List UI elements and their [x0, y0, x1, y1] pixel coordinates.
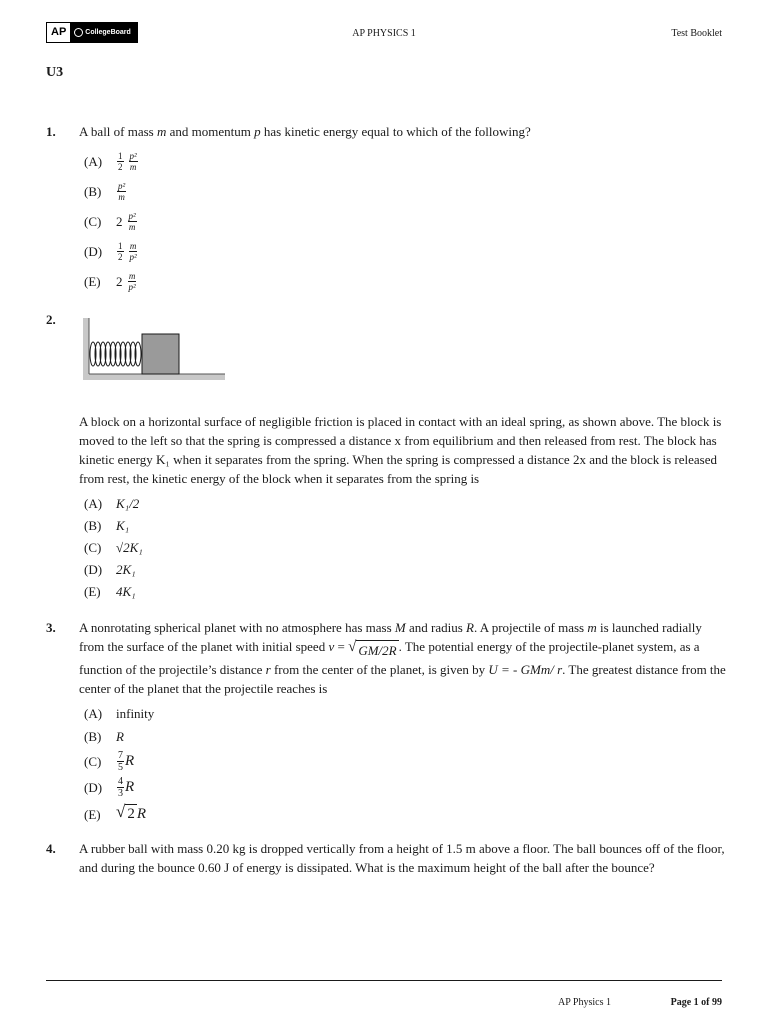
answer-choice[interactable] — [84, 206, 726, 236]
choice-fraction: $\frac{m}{\text{p²}}$ — [129, 240, 137, 262]
answer-choice[interactable] — [84, 725, 726, 748]
header-booklet-label: Test Booklet — [671, 28, 722, 39]
choice-text: √2K₁ — [116, 539, 143, 555]
answer-choice[interactable] — [84, 536, 726, 558]
question-stem: A nonrotating spherical planet with no atmosphere has mass M and radius R. A projectile of mass m is launched radially from the surface of the planet with initial speed v = √ GM/2R . The potential energy of the projectile-planet system, as a function of the projectile’s distance r from the center of the planet, is given by U = - GMm/ r. The greatest distance from the center of the planet that the projectile reaches is — [79, 620, 726, 696]
choice-fraction: $\frac{\text{p²}}{m}$ — [129, 150, 137, 172]
choice-text: R — [116, 729, 124, 744]
choice-fraction: $\frac{4}{3}$ — [118, 775, 123, 799]
choice-letter: (D) — [84, 243, 103, 259]
choice-letter: (C) — [84, 753, 102, 769]
stem-text: and momentum — [166, 124, 255, 139]
answer-choice[interactable] — [84, 514, 726, 536]
choice-text: 2K₁ — [116, 561, 136, 577]
question-stem: A rubber ball with mass 0.20 kg is dropped vertically from a height of 1.5 m above a floor. The ball bounces off of the floor, and during the bounce 0.60 J of energy is dissipated. What is the maximum height of the ball after the bounce? — [79, 841, 725, 875]
answer-choice[interactable] — [84, 580, 726, 602]
answer-choice[interactable] — [84, 748, 726, 774]
page-number: Page 1 of 99 — [670, 997, 722, 1008]
header-subject: AP PHYSICS 1 — [352, 28, 416, 39]
wall — [83, 318, 89, 380]
coefficient-fraction: $\frac{1}{2}$ — [118, 240, 123, 262]
choice-fraction: $\frac{\text{p²}}{m}$ — [128, 210, 136, 232]
unit-title: U3 — [46, 65, 64, 80]
choice-text: infinity — [116, 706, 155, 721]
question-1 — [46, 122, 726, 296]
page-header — [46, 22, 722, 44]
choice-letter: (E) — [84, 806, 101, 822]
choice-letter: (D) — [84, 561, 103, 577]
footer-subject: AP Physics 1 — [558, 997, 611, 1008]
choice-text: K₁/2 — [116, 495, 140, 511]
answer-choice[interactable] — [84, 702, 726, 725]
logo-ap-text: AP — [47, 23, 70, 42]
choice-letter: (B) — [84, 517, 102, 533]
choice-letter: (E) — [84, 583, 101, 599]
question-4 — [46, 839, 726, 877]
choice-letter: (C) — [84, 539, 102, 555]
choice-letter: (B) — [84, 729, 102, 744]
footer-divider — [46, 980, 722, 981]
choice-letter: (A) — [84, 706, 103, 721]
logo-cb-text: CollegeBoard — [85, 29, 131, 36]
question-3 — [46, 618, 726, 828]
answer-choice[interactable] — [84, 266, 726, 296]
choice-text: K₁ — [116, 517, 130, 533]
choice-letter: (D) — [84, 779, 103, 795]
choice-letter: (B) — [84, 183, 102, 199]
choice-letter: (E) — [84, 273, 101, 289]
choice-letter: (A) — [84, 153, 103, 169]
question-stem: A block on a horizontal surface of negligible friction is placed in contact with an ideal spring, as shown above. The block is moved to the left so that the spring is compressed a distance x from equilibrium and then released from rest. The block has kinetic energy K₁ when it separates from the spring. When the spring is compressed a distance 2x and the block is released from rest, the kinetic energy of the block when it separates from the spring is — [79, 414, 722, 486]
answer-choice[interactable] — [84, 146, 726, 176]
question-number: 2. — [46, 312, 56, 327]
spring-block-figure — [79, 310, 726, 390]
floor-surface — [83, 374, 225, 380]
question-number: 1. — [46, 124, 56, 139]
question-number: 4. — [46, 841, 56, 856]
spring-block-diagram — [83, 314, 225, 380]
choice-fraction: $\frac{7}{5}$ — [118, 749, 123, 773]
choice-variable: R — [136, 805, 147, 822]
choice-fraction: $\frac{\text{p²}}{m}$ — [118, 180, 126, 202]
question-2 — [46, 310, 726, 602]
stem-text: A ball of mass — [79, 124, 157, 139]
block — [142, 334, 179, 374]
coefficient-fraction: $\frac{1}{2}$ — [118, 150, 123, 172]
choice-letter: (A) — [84, 495, 103, 511]
choice-letter: (C) — [84, 213, 102, 229]
stem-var: p — [254, 124, 261, 139]
sqrt-expression: √ GM/2R — [348, 639, 397, 658]
spring-coils — [90, 342, 141, 366]
stem-var: m — [157, 124, 167, 139]
answer-choice[interactable] — [84, 774, 726, 800]
coefficient: 2 — [116, 213, 123, 229]
sqrt-expression: √ 2 — [116, 802, 135, 822]
question-number: 3. — [46, 620, 56, 635]
stem-text: has kinetic energy equal to which of the following? — [260, 124, 531, 139]
answer-choice[interactable] — [84, 176, 726, 206]
choice-fraction: $\frac{m}{\text{p²}}$ — [128, 270, 136, 292]
choice-variable: R — [125, 752, 135, 769]
answer-choice[interactable] — [84, 236, 726, 266]
answer-choice[interactable] — [84, 558, 726, 580]
choice-variable: R — [125, 778, 135, 795]
question-stem — [79, 122, 726, 141]
coefficient: 2 — [116, 273, 123, 289]
answer-choice[interactable] — [84, 800, 726, 828]
answer-choice[interactable] — [84, 492, 726, 514]
choice-text: 4K₁ — [116, 583, 136, 599]
